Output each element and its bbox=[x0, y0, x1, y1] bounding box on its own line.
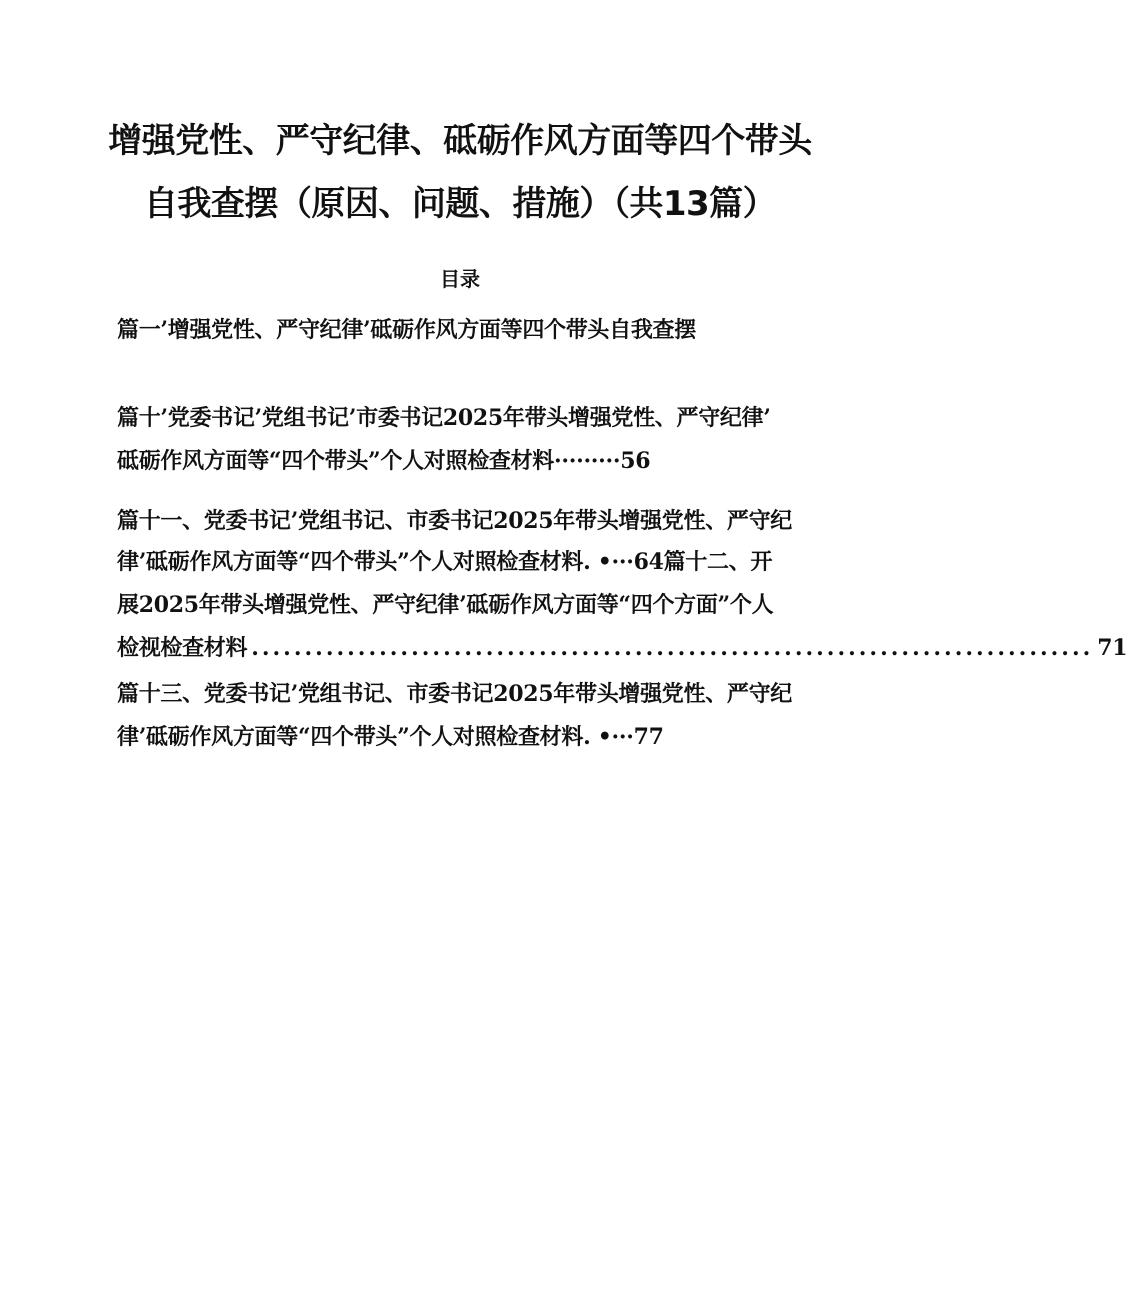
toc-dot-leader: ............................................................................... bbox=[251, 635, 1094, 661]
toc-entry-12-text: 检视检查材料 bbox=[117, 635, 248, 661]
toc-entry-11-line-2: 律’砥砺作风方面等“四个带头”个人对照检查材料. •···64篇十二、开 bbox=[117, 549, 773, 575]
toc-entry-10-line-2: 砥砺作风方面等“四个带头”个人对照检查材料·········56 bbox=[117, 448, 651, 474]
toc-entry-11-line-1: 篇十一、党委书记’党组书记、市委书记2025年带头增强党性、严守纪 bbox=[117, 508, 792, 534]
document-title-line-2: 自我查摆（原因、问题、措施）（共13篇） bbox=[143, 184, 777, 224]
document-title-line-1: 增强党性、严守纪律、砥砺作风方面等四个带头 bbox=[108, 121, 812, 161]
toc-page-number: 71 bbox=[1097, 635, 1127, 661]
toc-entry-12-line-1: 展2025年带头增强党性、严守纪律’砥砺作风方面等“四个方面”个人 bbox=[117, 592, 774, 618]
toc-entry-10-line-1: 篇十’党委书记’党组书记’市委书记2025年带头增强党性、严守纪律’ bbox=[117, 405, 771, 431]
toc-entry-1: 篇一’增强党性、严守纪律’砥砺作风方面等四个带头自我查摆 bbox=[117, 317, 696, 343]
toc-entry-13-line-2: 律’砥砺作风方面等“四个带头”个人对照检查材料. •···77 bbox=[117, 724, 664, 750]
toc-entry-13-line-1: 篇十三、党委书记’党组书记、市委书记2025年带头增强党性、严守纪 bbox=[117, 681, 792, 707]
toc-heading: 目录 bbox=[440, 267, 480, 291]
toc-entry-12-line-2 bbox=[117, 633, 1127, 663]
